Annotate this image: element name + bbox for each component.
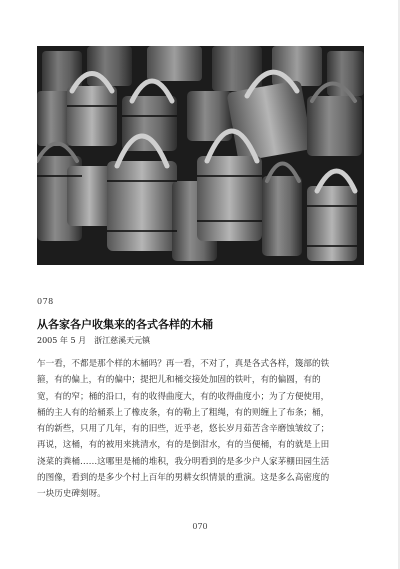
body-line: 箍，有的偏上，有的偏中；提把儿和桶交接处加固的铁叶，有的偏圆，有的 (37, 375, 321, 386)
figure-title: 从各家各户收集来的各式各样的木桶 (37, 318, 213, 331)
page-number: 070 (192, 522, 208, 531)
body-paragraph (37, 356, 364, 503)
figure-date-location: 2005 年 5 月 浙江慈溪天元镇 (37, 336, 151, 345)
body-line: 有的新些，只用了几年，有的旧些，近乎老，悠长岁月茹苦含辛磨蚀皱纹了； (37, 424, 330, 435)
body-line: 的图像，看到的是多少个村上百年的男耕女织情景的重演。这是多么高密度的 (37, 473, 330, 484)
body-line: 宽，有的窄；桶的沿口，有的收得曲度大，有的收得曲度小；为了方便使用， (37, 391, 330, 402)
body-line: 再说，这桶，有的被用来挑清水，有的是倒泔水，有的当便桶，有的就是上田 (37, 440, 330, 451)
photo-wooden-buckets (37, 46, 364, 265)
body-line: 乍一看，不都是那个样的木桶吗？再一看，不对了，真是各式各样，篾部的铁 (37, 359, 330, 369)
body-line: 一块历史碑刻呀。 (37, 489, 106, 500)
figure-number: 078 (37, 297, 54, 306)
body-line: 桶的主人有的给桶系上了橡皮条，有的勒上了粗绳，有的则缠上了布条；桶， (37, 407, 330, 418)
body-line: 浇菜的粪桶……这哪里是桶的堆积，我分明看到的是多少户人家茅棚田园生活 (37, 456, 330, 467)
